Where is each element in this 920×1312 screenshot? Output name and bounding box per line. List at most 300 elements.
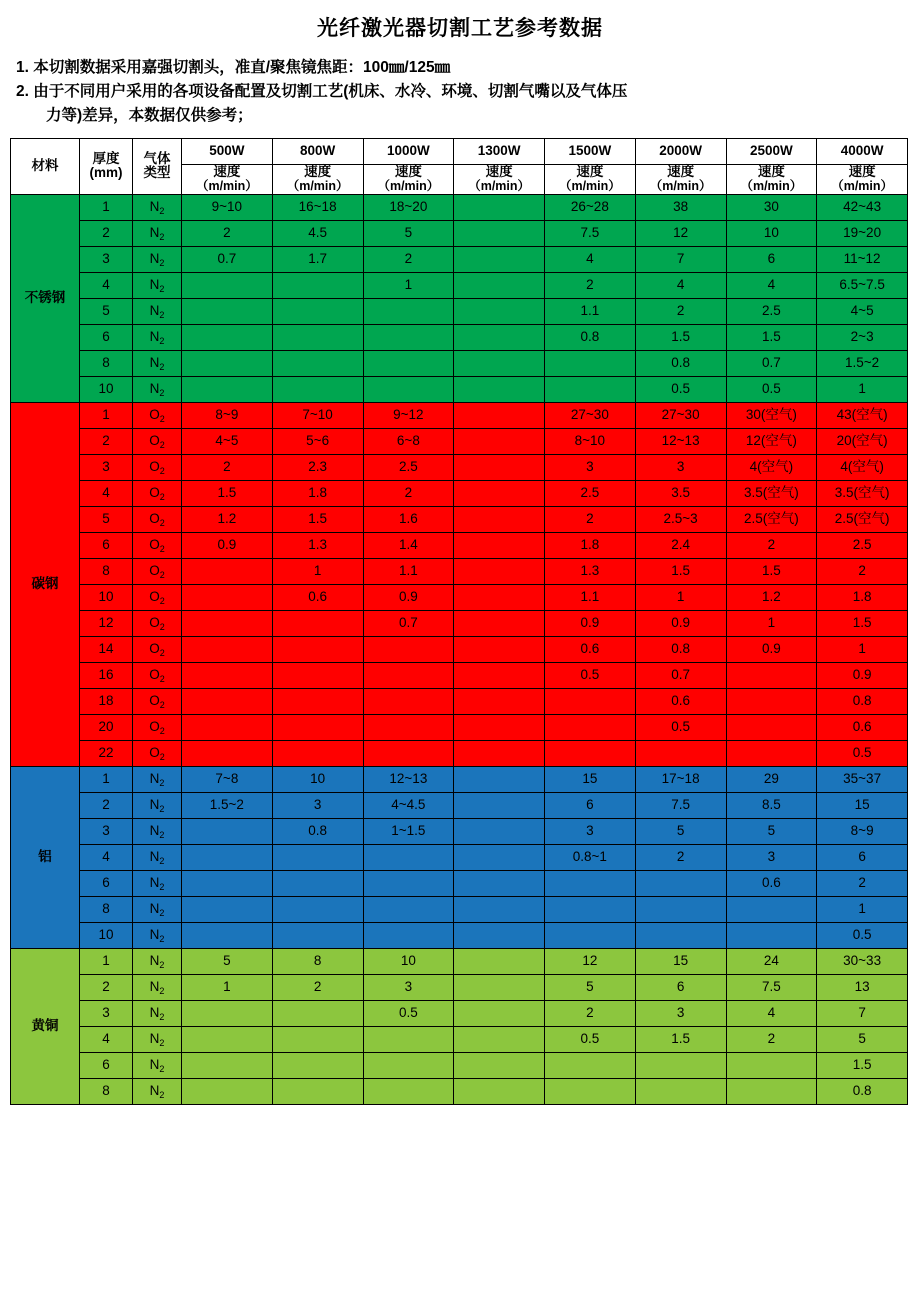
gas-type-cell: $N_2$: [133, 870, 182, 896]
speed-value-cell: [454, 324, 545, 350]
column-header-power-4000w: 4000W: [817, 139, 908, 165]
speed-value-cell: 1: [817, 896, 908, 922]
speed-value-cell: [363, 636, 454, 662]
table-head: [11, 139, 908, 195]
speed-value-cell: [182, 610, 273, 636]
speed-value-cell: [363, 922, 454, 948]
speed-value-cell: [454, 272, 545, 298]
note-line-2: 2. 由于不同用户采用的各项设备配置及切割工艺(机床、水冷、环境、切割气嘴以及气体压: [16, 83, 628, 101]
gas-type-cell: $O_2$: [133, 610, 182, 636]
table-row: [11, 428, 908, 454]
speed-value-cell: 8.5: [726, 792, 817, 818]
thickness-cell: 8: [80, 1078, 133, 1104]
thickness-cell: 2: [80, 792, 133, 818]
speed-value-cell: 6: [817, 844, 908, 870]
column-subheader-speed-1000w: [363, 165, 454, 195]
speed-value-cell: [454, 688, 545, 714]
speed-value-cell: [363, 870, 454, 896]
table-row: [11, 350, 908, 376]
column-subheader-speed-500w: [182, 165, 273, 195]
speed-value-cell: [454, 662, 545, 688]
table-row: [11, 194, 908, 220]
speed-value-cell: 1.2: [726, 584, 817, 610]
thickness-cell: 16: [80, 662, 133, 688]
speed-value-cell: 13: [817, 974, 908, 1000]
speed-value-cell: [454, 558, 545, 584]
speed-value-cell: 30~33: [817, 948, 908, 974]
speed-value-cell: 0.6: [272, 584, 363, 610]
thickness-cell: 6: [80, 870, 133, 896]
gas-type-cell: $N_2$: [133, 896, 182, 922]
table-row: [11, 688, 908, 714]
speed-value-cell: [182, 376, 273, 402]
speed-value-cell: 4.5: [272, 220, 363, 246]
speed-value-cell: 1.4: [363, 532, 454, 558]
speed-value-cell: [635, 870, 726, 896]
thickness-cell: 4: [80, 1026, 133, 1052]
thickness-cell: 4: [80, 844, 133, 870]
speed-value-cell: [454, 350, 545, 376]
gas-type-cell: $O_2$: [133, 688, 182, 714]
speed-value-cell: [454, 402, 545, 428]
thickness-cell: 18: [80, 688, 133, 714]
speed-value-cell: 2: [182, 220, 273, 246]
speed-value-cell: 2.4: [635, 532, 726, 558]
speed-value-cell: 0.6: [726, 870, 817, 896]
thickness-cell: 12: [80, 610, 133, 636]
speed-value-cell: 26~28: [545, 194, 636, 220]
speed-value-cell: [454, 506, 545, 532]
speed-value-cell: 0.5: [545, 1026, 636, 1052]
speed-value-cell: 1: [817, 636, 908, 662]
gas-type-cell: $N_2$: [133, 922, 182, 948]
document-page: [0, 12, 920, 1312]
gas-label-line1: 气体: [143, 150, 171, 166]
speed-value-cell: 2.5: [817, 532, 908, 558]
speed-value-cell: 2~3: [817, 324, 908, 350]
speed-value-cell: [272, 1026, 363, 1052]
speed-value-cell: 4(空气): [726, 454, 817, 480]
table-row: [11, 974, 908, 1000]
thickness-cell: 10: [80, 922, 133, 948]
speed-value-cell: [454, 584, 545, 610]
speed-value-cell: 0.7: [363, 610, 454, 636]
speed-value-cell: 5: [545, 974, 636, 1000]
speed-value-cell: 1.2: [182, 506, 273, 532]
speed-value-cell: [635, 1052, 726, 1078]
speed-value-cell: [182, 714, 273, 740]
speed-value-cell: 1: [635, 584, 726, 610]
speed-label: 速度: [304, 164, 332, 180]
table-row: [11, 558, 908, 584]
speed-value-cell: 2: [272, 974, 363, 1000]
thickness-cell: 14: [80, 636, 133, 662]
gas-type-cell: $N_2$: [133, 948, 182, 974]
speed-value-cell: [726, 714, 817, 740]
speed-value-cell: 2: [545, 272, 636, 298]
speed-value-cell: 2: [635, 844, 726, 870]
speed-value-cell: 0.5: [726, 376, 817, 402]
speed-value-cell: 5~6: [272, 428, 363, 454]
speed-value-cell: 0.9: [726, 636, 817, 662]
speed-value-cell: 42~43: [817, 194, 908, 220]
speed-value-cell: [272, 688, 363, 714]
speed-value-cell: [454, 636, 545, 662]
speed-value-cell: [545, 740, 636, 766]
speed-value-cell: 29: [726, 766, 817, 792]
speed-value-cell: 0.5: [817, 922, 908, 948]
speed-value-cell: 10: [726, 220, 817, 246]
gas-type-cell: $N_2$: [133, 974, 182, 1000]
speed-unit-label: （m/min）: [558, 178, 621, 193]
thickness-label-line1: 厚度: [92, 150, 120, 166]
speed-value-cell: [272, 272, 363, 298]
speed-value-cell: 4~5: [182, 428, 273, 454]
speed-value-cell: 5: [363, 220, 454, 246]
table-row: [11, 532, 908, 558]
speed-value-cell: 16~18: [272, 194, 363, 220]
thickness-cell: 4: [80, 272, 133, 298]
speed-value-cell: 1.5: [726, 558, 817, 584]
table-row: [11, 922, 908, 948]
speed-value-cell: 35~37: [817, 766, 908, 792]
speed-value-cell: [182, 1026, 273, 1052]
speed-value-cell: 18~20: [363, 194, 454, 220]
gas-type-cell: $N_2$: [133, 818, 182, 844]
speed-value-cell: [454, 896, 545, 922]
speed-value-cell: 1.5: [726, 324, 817, 350]
speed-value-cell: 4(空气): [817, 454, 908, 480]
speed-value-cell: 17~18: [635, 766, 726, 792]
column-subheader-speed-2500w: [726, 165, 817, 195]
speed-value-cell: 9~12: [363, 402, 454, 428]
speed-value-cell: [726, 688, 817, 714]
speed-value-cell: [635, 922, 726, 948]
speed-value-cell: [454, 610, 545, 636]
gas-type-cell: $N_2$: [133, 324, 182, 350]
speed-value-cell: 3.5(空气): [726, 480, 817, 506]
speed-value-cell: 1: [817, 376, 908, 402]
speed-value-cell: [272, 896, 363, 922]
thickness-cell: 1: [80, 194, 133, 220]
speed-value-cell: 4: [635, 272, 726, 298]
speed-value-cell: 8~9: [182, 402, 273, 428]
gas-type-cell: $O_2$: [133, 480, 182, 506]
speed-value-cell: [454, 974, 545, 1000]
column-header-power-1300w: 1300W: [454, 139, 545, 165]
speed-value-cell: 4: [726, 1000, 817, 1026]
speed-value-cell: 38: [635, 194, 726, 220]
table-row: [11, 584, 908, 610]
column-header-power-1500w: 1500W: [545, 139, 636, 165]
speed-value-cell: 3.5(空气): [817, 480, 908, 506]
table-row: [11, 402, 908, 428]
column-header-material: 材料: [11, 139, 80, 195]
gas-type-cell: $O_2$: [133, 662, 182, 688]
speed-value-cell: 0.9: [817, 662, 908, 688]
thickness-cell: 1: [80, 402, 133, 428]
speed-value-cell: 5: [182, 948, 273, 974]
speed-value-cell: 1.1: [363, 558, 454, 584]
gas-type-cell: $N_2$: [133, 1078, 182, 1104]
notes-block: [10, 56, 910, 128]
speed-value-cell: 8: [272, 948, 363, 974]
speed-value-cell: 7~8: [182, 766, 273, 792]
speed-value-cell: [454, 740, 545, 766]
speed-value-cell: [454, 714, 545, 740]
speed-label: 速度: [485, 164, 513, 180]
speed-value-cell: 1: [363, 272, 454, 298]
speed-value-cell: 27~30: [545, 402, 636, 428]
speed-value-cell: 30(空气): [726, 402, 817, 428]
speed-value-cell: [454, 1000, 545, 1026]
speed-value-cell: [182, 1000, 273, 1026]
gas-type-cell: $O_2$: [133, 584, 182, 610]
speed-value-cell: 3: [363, 974, 454, 1000]
speed-value-cell: 1.5: [635, 1026, 726, 1052]
speed-value-cell: [272, 636, 363, 662]
table-row: [11, 220, 908, 246]
gas-type-cell: $N_2$: [133, 1000, 182, 1026]
speed-value-cell: [272, 1078, 363, 1104]
speed-value-cell: 2: [363, 480, 454, 506]
thickness-cell: 2: [80, 428, 133, 454]
speed-value-cell: 0.7: [726, 350, 817, 376]
speed-value-cell: [635, 740, 726, 766]
speed-value-cell: [454, 376, 545, 402]
thickness-cell: 6: [80, 532, 133, 558]
header-row-power: [11, 139, 908, 165]
speed-value-cell: 3: [545, 454, 636, 480]
thickness-cell: 4: [80, 480, 133, 506]
speed-value-cell: 10: [363, 948, 454, 974]
speed-value-cell: [454, 220, 545, 246]
speed-value-cell: [545, 870, 636, 896]
speed-value-cell: 4: [545, 246, 636, 272]
gas-type-cell: $O_2$: [133, 740, 182, 766]
speed-value-cell: [272, 922, 363, 948]
speed-value-cell: 6.5~7.5: [817, 272, 908, 298]
speed-value-cell: 15: [817, 792, 908, 818]
thickness-cell: 1: [80, 766, 133, 792]
speed-value-cell: 1.5: [182, 480, 273, 506]
table-row: [11, 896, 908, 922]
thickness-cell: 3: [80, 454, 133, 480]
speed-value-cell: [182, 324, 273, 350]
speed-value-cell: 3.5: [635, 480, 726, 506]
thickness-cell: 10: [80, 376, 133, 402]
speed-value-cell: [545, 376, 636, 402]
cutting-parameters-table: [10, 138, 908, 1105]
speed-value-cell: [545, 1078, 636, 1104]
table-body: [11, 194, 908, 1104]
speed-value-cell: 1.5~2: [817, 350, 908, 376]
speed-value-cell: 2: [635, 298, 726, 324]
speed-value-cell: 1.8: [545, 532, 636, 558]
table-row: [11, 376, 908, 402]
column-subheader-speed-2000w: [635, 165, 726, 195]
speed-unit-label: （m/min）: [195, 178, 258, 193]
speed-value-cell: 0.8: [635, 350, 726, 376]
gas-type-cell: $N_2$: [133, 792, 182, 818]
speed-value-cell: [363, 844, 454, 870]
speed-label: 速度: [667, 164, 695, 180]
note-line-3: 力等)差异，本数据仅供参考；: [46, 107, 253, 125]
column-header-power-1000w: 1000W: [363, 139, 454, 165]
speed-value-cell: 2.5(空气): [817, 506, 908, 532]
speed-value-cell: 1.8: [817, 584, 908, 610]
speed-value-cell: 9~10: [182, 194, 273, 220]
speed-value-cell: 2: [726, 532, 817, 558]
speed-value-cell: [272, 714, 363, 740]
speed-value-cell: [545, 688, 636, 714]
speed-value-cell: [454, 298, 545, 324]
speed-value-cell: 30: [726, 194, 817, 220]
table-row: [11, 870, 908, 896]
speed-value-cell: 12: [545, 948, 636, 974]
speed-value-cell: 5: [726, 818, 817, 844]
speed-value-cell: 1.1: [545, 584, 636, 610]
speed-value-cell: 1.3: [272, 532, 363, 558]
speed-value-cell: 0.9: [182, 532, 273, 558]
gas-type-cell: $N_2$: [133, 1026, 182, 1052]
speed-value-cell: [182, 870, 273, 896]
speed-value-cell: 12(空气): [726, 428, 817, 454]
gas-type-cell: $O_2$: [133, 402, 182, 428]
speed-value-cell: [454, 246, 545, 272]
speed-value-cell: [182, 740, 273, 766]
thickness-label-line2: (mm): [89, 165, 123, 181]
speed-value-cell: 1.5~2: [182, 792, 273, 818]
thickness-cell: 6: [80, 1052, 133, 1078]
speed-value-cell: 2.5(空气): [726, 506, 817, 532]
speed-value-cell: 6: [635, 974, 726, 1000]
speed-value-cell: 15: [545, 766, 636, 792]
table-row: [11, 1052, 908, 1078]
gas-type-cell: $N_2$: [133, 246, 182, 272]
column-header-gas: [133, 139, 182, 195]
speed-value-cell: [454, 766, 545, 792]
thickness-cell: 2: [80, 220, 133, 246]
speed-value-cell: [545, 922, 636, 948]
speed-value-cell: [182, 636, 273, 662]
speed-value-cell: 43(空气): [817, 402, 908, 428]
table-row: [11, 662, 908, 688]
speed-value-cell: 1.7: [272, 246, 363, 272]
table-row: [11, 324, 908, 350]
speed-value-cell: 0.5: [635, 714, 726, 740]
speed-value-cell: [454, 844, 545, 870]
speed-value-cell: 2.5~3: [635, 506, 726, 532]
speed-value-cell: 1.5: [635, 558, 726, 584]
thickness-cell: 5: [80, 298, 133, 324]
speed-value-cell: [363, 298, 454, 324]
speed-value-cell: 19~20: [817, 220, 908, 246]
speed-value-cell: 0.5: [635, 376, 726, 402]
speed-value-cell: [182, 844, 273, 870]
speed-value-cell: 3: [635, 1000, 726, 1026]
speed-value-cell: [182, 584, 273, 610]
speed-value-cell: 8~10: [545, 428, 636, 454]
speed-value-cell: 0.7: [182, 246, 273, 272]
speed-value-cell: 12: [635, 220, 726, 246]
gas-type-cell: $N_2$: [133, 766, 182, 792]
table-row: [11, 506, 908, 532]
table-row: [11, 740, 908, 766]
table-row: [11, 844, 908, 870]
column-header-power-500w: 500W: [182, 139, 273, 165]
speed-value-cell: [363, 1078, 454, 1104]
speed-value-cell: [454, 818, 545, 844]
gas-type-cell: $O_2$: [133, 454, 182, 480]
column-header-power-800w: 800W: [272, 139, 363, 165]
material-name-cell: 黄铜: [11, 948, 80, 1104]
speed-value-cell: [726, 896, 817, 922]
speed-value-cell: 7: [817, 1000, 908, 1026]
speed-value-cell: 2: [182, 454, 273, 480]
gas-label-line2: 类型: [143, 165, 171, 181]
speed-value-cell: [726, 662, 817, 688]
speed-value-cell: [182, 272, 273, 298]
table-row: [11, 636, 908, 662]
speed-value-cell: [272, 870, 363, 896]
speed-value-cell: 2.5: [363, 454, 454, 480]
speed-value-cell: 2.3: [272, 454, 363, 480]
speed-value-cell: [545, 350, 636, 376]
speed-value-cell: 2: [545, 506, 636, 532]
thickness-cell: 6: [80, 324, 133, 350]
speed-value-cell: [454, 194, 545, 220]
gas-type-cell: $O_2$: [133, 558, 182, 584]
speed-value-cell: 27~30: [635, 402, 726, 428]
speed-value-cell: [272, 844, 363, 870]
speed-value-cell: [363, 324, 454, 350]
thickness-cell: 3: [80, 246, 133, 272]
column-subheader-speed-1500w: [545, 165, 636, 195]
speed-value-cell: 0.9: [363, 584, 454, 610]
speed-value-cell: [635, 896, 726, 922]
speed-value-cell: 0.6: [817, 714, 908, 740]
speed-value-cell: 5: [635, 818, 726, 844]
speed-value-cell: 1: [726, 610, 817, 636]
speed-value-cell: 0.8: [817, 1078, 908, 1104]
table-row: [11, 1078, 908, 1104]
speed-value-cell: 0.8: [817, 688, 908, 714]
speed-value-cell: [454, 428, 545, 454]
thickness-cell: 5: [80, 506, 133, 532]
speed-value-cell: [182, 662, 273, 688]
table-row: [11, 246, 908, 272]
speed-value-cell: [272, 324, 363, 350]
speed-value-cell: [182, 350, 273, 376]
thickness-cell: 2: [80, 974, 133, 1000]
speed-value-cell: 1: [272, 558, 363, 584]
speed-value-cell: 15: [635, 948, 726, 974]
speed-value-cell: 3: [635, 454, 726, 480]
speed-value-cell: 7~10: [272, 402, 363, 428]
speed-value-cell: 5: [817, 1026, 908, 1052]
table-row: [11, 610, 908, 636]
thickness-cell: 3: [80, 818, 133, 844]
speed-value-cell: 6~8: [363, 428, 454, 454]
speed-value-cell: 7.5: [635, 792, 726, 818]
table-row: [11, 480, 908, 506]
speed-value-cell: [363, 896, 454, 922]
speed-value-cell: [182, 818, 273, 844]
page-title: 光纤激光器切割工艺参考数据: [317, 17, 603, 40]
column-header-power-2000w: 2000W: [635, 139, 726, 165]
speed-value-cell: [272, 298, 363, 324]
